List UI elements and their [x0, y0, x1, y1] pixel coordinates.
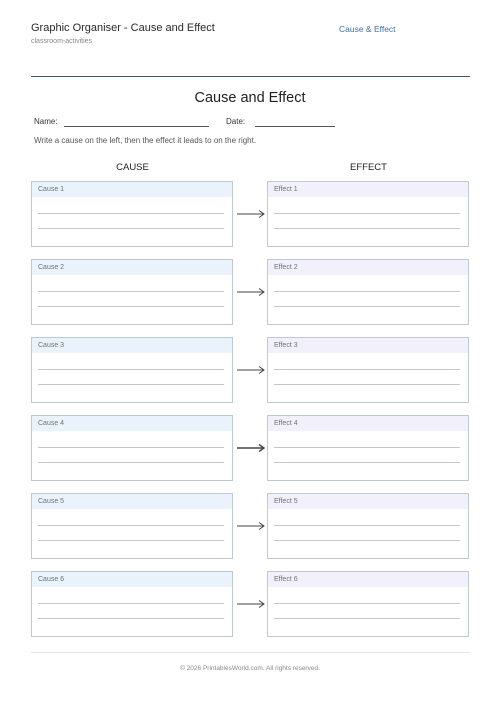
writing-line	[274, 306, 460, 307]
cause-box[interactable]	[31, 181, 233, 247]
writing-line	[274, 447, 460, 448]
effect-box-label: Effect 5	[268, 494, 468, 509]
writing-line	[274, 369, 460, 370]
writing-line	[38, 540, 224, 541]
cause-box[interactable]	[31, 259, 233, 325]
header-tag: Cause & Effect	[339, 24, 396, 34]
footer-copyright: © 2026 PrintablesWorld.com. All rights reserved.	[180, 665, 320, 672]
cause-box[interactable]	[31, 571, 233, 637]
writing-line	[38, 384, 224, 385]
writing-line	[274, 618, 460, 619]
effect-box[interactable]	[267, 415, 469, 481]
arrow-right-icon	[236, 521, 266, 531]
arrow-right-icon	[236, 287, 266, 297]
date-blank-line	[255, 126, 335, 127]
writing-line	[274, 228, 460, 229]
footer-divider	[31, 652, 470, 653]
writing-line	[38, 306, 224, 307]
writing-line	[274, 213, 460, 214]
arrow-right-icon	[236, 443, 266, 453]
effect-box-label: Effect 6	[268, 572, 468, 587]
effect-box[interactable]	[267, 259, 469, 325]
effect-box[interactable]	[267, 493, 469, 559]
document-title: Graphic Organiser - Cause and Effect	[31, 22, 215, 34]
writing-line	[38, 525, 224, 526]
effect-box-label: Effect 3	[268, 338, 468, 353]
writing-line	[38, 291, 224, 292]
writing-line	[38, 447, 224, 448]
header-divider	[31, 76, 470, 77]
cause-column-heading: CAUSE	[116, 162, 149, 173]
cause-box[interactable]	[31, 415, 233, 481]
instructions: Write a cause on the left, then the effect it leads to on the right.	[34, 136, 257, 145]
writing-line	[274, 525, 460, 526]
effect-box-label: Effect 1	[268, 182, 468, 197]
date-label: Date:	[226, 117, 246, 126]
writing-line	[38, 603, 224, 604]
cause-box-label: Cause 4	[32, 416, 232, 431]
writing-line	[274, 291, 460, 292]
effect-box[interactable]	[267, 337, 469, 403]
cause-box-label: Cause 5	[32, 494, 232, 509]
cause-box-label: Cause 2	[32, 260, 232, 275]
cause-box[interactable]	[31, 493, 233, 559]
effect-box[interactable]	[267, 571, 469, 637]
document-category: classroom-activities	[31, 38, 93, 45]
writing-line	[38, 618, 224, 619]
writing-line	[38, 228, 224, 229]
worksheet-title: Cause and Effect	[194, 90, 306, 106]
cause-box-label: Cause 3	[32, 338, 232, 353]
effect-column-heading: EFFECT	[350, 162, 387, 173]
writing-line	[38, 213, 224, 214]
writing-line	[38, 462, 224, 463]
effect-box[interactable]	[267, 181, 469, 247]
name-blank-line	[64, 126, 209, 127]
effect-box-label: Effect 4	[268, 416, 468, 431]
arrow-right-icon	[236, 209, 266, 219]
writing-line	[274, 603, 460, 604]
writing-line	[274, 540, 460, 541]
cause-box-label: Cause 6	[32, 572, 232, 587]
arrow-right-icon	[236, 599, 266, 609]
effect-box-label: Effect 2	[268, 260, 468, 275]
writing-line	[274, 462, 460, 463]
arrow-right-icon	[236, 365, 266, 375]
name-label: Name:	[34, 117, 58, 126]
cause-box[interactable]	[31, 337, 233, 403]
writing-line	[274, 384, 460, 385]
cause-box-label: Cause 1	[32, 182, 232, 197]
page-header	[31, 22, 471, 62]
writing-line	[38, 369, 224, 370]
